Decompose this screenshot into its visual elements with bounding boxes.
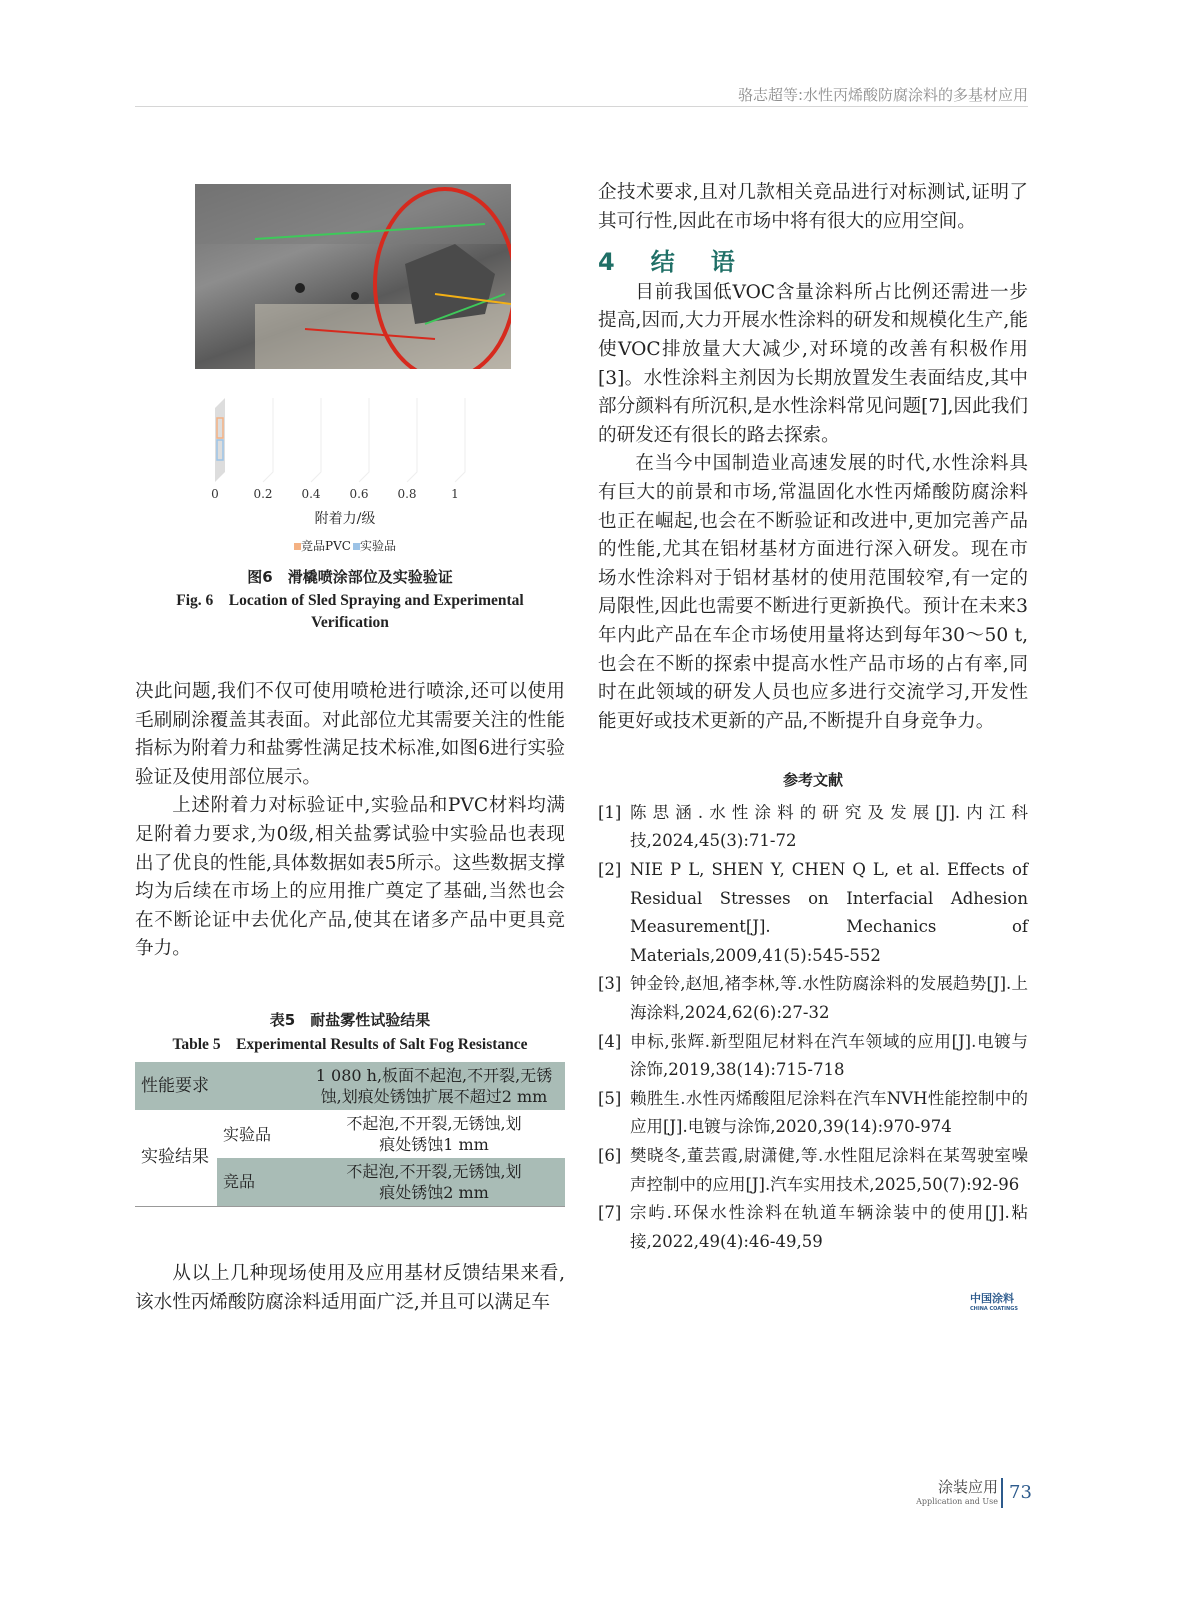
legend-label-pvc: 竞品PVC <box>301 539 351 553</box>
section-title: 4 结 语 <box>598 248 741 277</box>
reference-item <box>598 1085 1028 1142</box>
legend-swatch-pvc <box>294 543 301 550</box>
salt-fog-table <box>135 1062 565 1207</box>
reference-item <box>598 856 1028 970</box>
chart-xlabel: 附着力/级 <box>314 511 376 527</box>
chart-legend <box>195 538 495 554</box>
reference-item <box>598 1028 1028 1085</box>
table-caption-cn: 表5 耐盐雾性试验结果 <box>269 1011 431 1029</box>
logo-en: CHINA COATINGS <box>970 1306 1018 1312</box>
reference-number: [1] <box>598 802 622 822</box>
running-title: 骆志超等:水性丙烯酸防腐涂料的多基材应用 <box>737 86 1028 104</box>
gridline <box>455 398 465 482</box>
left-body <box>135 678 565 964</box>
gridline <box>263 398 273 482</box>
table-row <box>135 1062 565 1110</box>
reference-text: NIE P L, SHEN Y, CHEN Q L, et al. Effects of Residual Stresses on Interfacial Adhesion Measurement[J]. Mechanics of Materials,2009,41(5):545-552 <box>630 860 1028 965</box>
adhesion-chart <box>195 390 495 502</box>
tick-label: 0.6 <box>349 487 369 501</box>
footer-section-cn: 涂装应用 <box>937 1478 998 1496</box>
footer-divider <box>1001 1478 1003 1508</box>
table-cell-value: 不起泡,不开裂,无锈蚀,划痕处锈蚀1 mm <box>346 1114 522 1154</box>
gridline <box>359 398 369 482</box>
footer-section <box>880 1476 998 1506</box>
tick-label: 0.2 <box>253 487 273 501</box>
legend-swatch-sample <box>353 543 360 550</box>
left-closing <box>135 1260 565 1317</box>
reference-text: 陈思涵.水性涂料的研究及发展[J].内江科技,2024,45(3):71-72 <box>630 802 1028 851</box>
reference-number: [6] <box>598 1146 622 1165</box>
paragraph: 决此问题,我们不仅可使用喷枪进行喷涂,还可以使用毛刷刷涂覆盖其表面。对此部位尤其需要关注的性能指标为附着力和盐雾性满足技术标准,如图6进行实验验证及使用部位展示。 <box>135 681 565 788</box>
table-cell-sub: 实验品 <box>223 1124 272 1144</box>
tick-label: 0.8 <box>397 487 417 501</box>
reference-item <box>598 799 1028 856</box>
reference-text: 赖胜生.水性丙烯酸阻尼涂料在汽车NVH性能控制中的应用[J].电镀与涂饰,2020,39(14):970-974 <box>630 1088 1028 1137</box>
table-cell-value: 1 080 h,板面不起泡,不开裂,无锈蚀,划痕处锈蚀扩展不超过2 mm <box>315 1066 553 1106</box>
reference-number: [3] <box>598 974 622 994</box>
legend-label-sample: 实验品 <box>359 539 396 553</box>
footer-section-en: Application and Use <box>916 1497 998 1506</box>
paragraph: 从以上几种现场使用及应用基材反馈结果来看,该水性丙烯酸防腐涂料适用面广泛,并且可以满足车 <box>135 1263 565 1313</box>
reference-item <box>598 1142 1028 1199</box>
table-caption-en: Table 5 Experimental Results of Salt Fog Resistance <box>172 1036 528 1053</box>
reference-number: [5] <box>598 1088 622 1108</box>
tick-label: 0.4 <box>301 487 321 501</box>
reference-number: [2] <box>598 860 622 880</box>
references-list <box>598 799 1028 1257</box>
gridline <box>311 398 321 482</box>
table-cell-label: 实验结果 <box>141 1147 209 1168</box>
reference-text: 申标,张辉.新型阻尼材料在汽车领域的应用[J].电镀与涂饰,2019,38(14):715-718 <box>630 1031 1028 1080</box>
tick-label: 0 <box>211 487 219 501</box>
logo-cn: 中国涂料 <box>970 1292 1014 1305</box>
table-cell-label: 性能要求 <box>141 1075 209 1096</box>
right-body <box>598 179 1028 1256</box>
sled-photo <box>195 184 511 369</box>
page-number: 73 <box>1009 1482 1032 1503</box>
paragraph: 在当今中国制造业高速发展的时代,水性涂料具有巨大的前景和市场,常温固化水性丙烯酸防腐涂料也正在崛起,也会在不断验证和改进中,更加完善产品的性能,尤其在铝材基材方面进行深入研发。现在市场水性涂料对于铝材基材的使用范围较窄,有一定的局限性,因此也需要不断进行更新换代。预计在未来3年内此产品在车企市场使用量将达到每年30～50 t,也会在不断的探索中提高水性产品市场的占有率,同时在此领域的研发人员也应多进行交流学习,开发性能更好或技术更新的产品,不断提升自身竞争力。 <box>598 453 1028 732</box>
paragraph: 目前我国低VOC含量涂料所占比例还需进一步提高,因而,大力开展水性涂料的研发和规模化生产,能使VOC排放量大大减少,对环境的改善有积极作用[3]。水性涂料主剂因为长期放置发生表面结皮,其中部分颜料有所沉积,是水性涂料常见问题[7],因此我们的研发还有很长的路去探索。 <box>598 281 1028 446</box>
paragraph: 上述附着力对标验证中,实验品和PVC材料均满足附着力要求,为0级,相关盐雾试验中实验品也表现出了优良的性能,具体数据如表5所示。这些数据支撑均为后续在市场上的应用推广奠定了基础,当然也会在不断论证中去优化产品,使其在诸多产品中更具竞争力。 <box>135 795 565 960</box>
table-cell-value: 不起泡,不开裂,无锈蚀,划痕处锈蚀2 mm <box>346 1161 522 1202</box>
photo-annotations <box>195 184 511 369</box>
reference-number: [4] <box>598 1031 622 1051</box>
reference-item <box>598 1199 1028 1256</box>
tick-label: 1 <box>451 487 459 501</box>
figure-caption-en: Fig. 6 Location of Sled Spraying and Experimental Verification <box>176 592 524 631</box>
reference-number: [7] <box>598 1203 622 1223</box>
reference-text: 宗屿.环保水性涂料在轨道车辆涂装中的使用[J].粘接,2022,49(4):46-49,59 <box>630 1203 1028 1251</box>
table-cell-sub: 竞品 <box>223 1172 256 1192</box>
gridline <box>407 398 417 482</box>
paragraph: 企技术要求,且对几款相关竞品进行对标测试,证明了其可行性,因此在市场中将有很大的应用空间。 <box>598 182 1028 232</box>
reference-text: 钟金铃,赵旭,褚李林,等.水性防腐涂料的发展趋势[J].上海涂料,2024,62(6):27-32 <box>630 974 1028 1023</box>
reference-item <box>598 970 1028 1027</box>
china-coatings-logo <box>970 1290 1018 1312</box>
figure-caption-cn: 图6 滑橇喷涂部位及实验验证 <box>247 568 453 586</box>
reference-text: 樊晓冬,董芸霞,尉潇健,等.水性阻尼涂料在某驾驶室噪声控制中的应用[J].汽车实用技术,2025,50(7):92-96 <box>630 1146 1028 1194</box>
references-title: 参考文献 <box>782 771 843 790</box>
running-header <box>135 84 1028 107</box>
table-row <box>135 1110 565 1158</box>
